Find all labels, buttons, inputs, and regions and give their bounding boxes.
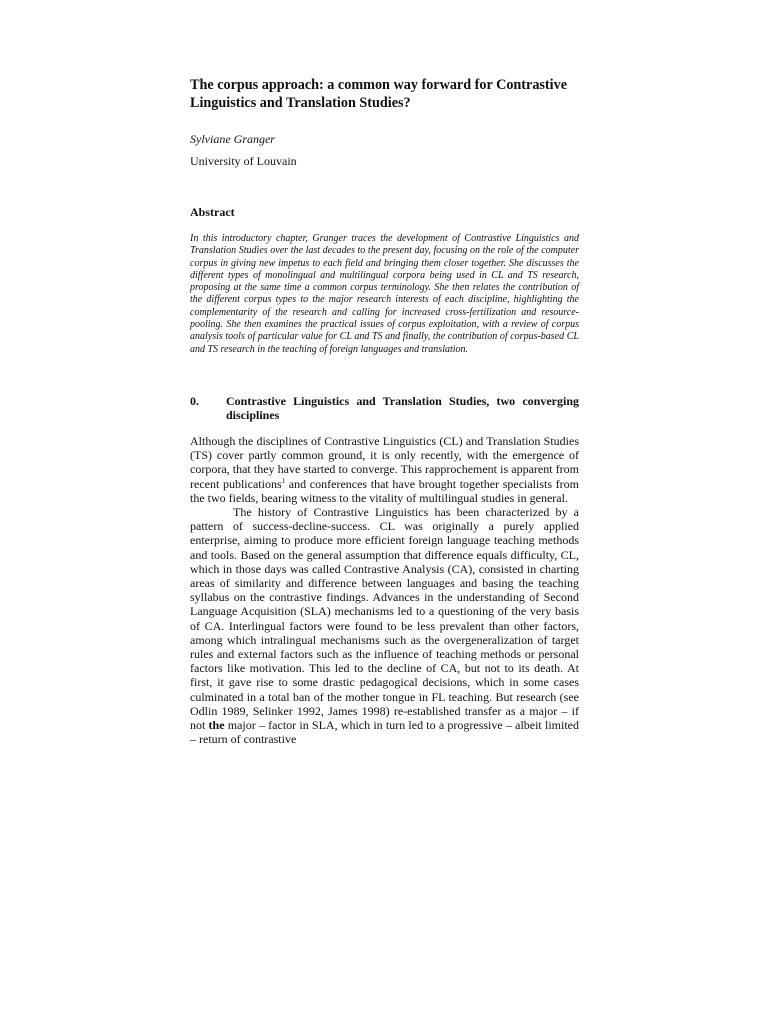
section-number: 0. bbox=[190, 394, 199, 408]
paragraph-1-text-cont: and conferences that have brought together specialists from the two fields, bearing witness to the vitality of multilingual studies in general. bbox=[190, 476, 580, 505]
footnote-marker[interactable]: 1 bbox=[281, 476, 286, 485]
body-paragraph-1 bbox=[190, 434, 579, 505]
abstract-text: In this introductory chapter, Granger traces the development of Contrastive Linguistics and Translation Studies over the last decades to the present day, focusing on the role of the computer corpus in giving new impetus to each field and bringing them closer together. She discusses the different types of monolingual and multilingual corpora being used in CL and TS research, proposing at the same time a common corpus terminology. She then relates the contribution of the different corpus types to the major research interests of each discipline, highlighting the complementarity of the research and calling for increased cross-fertilization and resource-pooling. She then examines the practical issues of corpus exploitation, with a review of corpus analysis tools of particular value for CL and TS and finally, the contribution of corpus-based CL and TS research in the teaching of foreign languages and translation. bbox=[190, 233, 579, 355]
paper-title: The corpus approach: a common way forward for Contrastive Linguistics and Translation Studies? bbox=[190, 77, 567, 111]
paragraph-1-text: Although the disciplines of Contrastive Linguistics (CL) and Translation Studies (TS) cover partly common ground, it is only recently, with the emergence of corpora, that they have started to converge. This rapprochement is apparent from recent publications bbox=[190, 434, 579, 491]
paragraph-2-text-cont: major – factor in SLA, which in turn led to a progressive – albeit limited – return of contrastive bbox=[190, 718, 579, 747]
author-affiliation: University of Louvain bbox=[190, 154, 297, 168]
emphasis-the: the bbox=[208, 718, 225, 733]
body-paragraph-2 bbox=[190, 505, 579, 746]
body-text bbox=[190, 434, 579, 746]
section-heading bbox=[190, 394, 579, 422]
section-title: Contrastive Linguistics and Translation Studies, two converging disciplines bbox=[226, 394, 579, 422]
abstract-heading: Abstract bbox=[190, 205, 235, 219]
author-name: Sylviane Granger bbox=[190, 132, 275, 146]
paragraph-2-text: The history of Contrastive Linguistics has been characterized by a pattern of success-decline-success. CL was originally a purely applied enterprise, aiming to produce more efficient foreign language teaching methods and tools. Based on the general assumption that difference equals difficulty, CL, which in those days was called Contrastive Analysis (CA), consisted in charting areas of similarity and difference between languages and basing the teaching syllabus on the contrastive findings. Advances in the understanding of Second Language Acquisition (SLA) mechanisms led to a questioning of the very basis of CA. Interlingual factors were found to be less prevalent than other factors, among which intralingual mechanisms such as the overgeneralization of target rules and external factors such as the influence of teaching methods or personal factors like motivation. This led to the decline of CA, but not to its death. At first, it gave rise to some drastic pedagogical decisions, which in some cases culminated in a total ban of the mother tongue in FL teaching. But research (see Odlin 1989, Selinker 1992, James 1998) re-established transfer as a major – if not bbox=[190, 505, 579, 733]
